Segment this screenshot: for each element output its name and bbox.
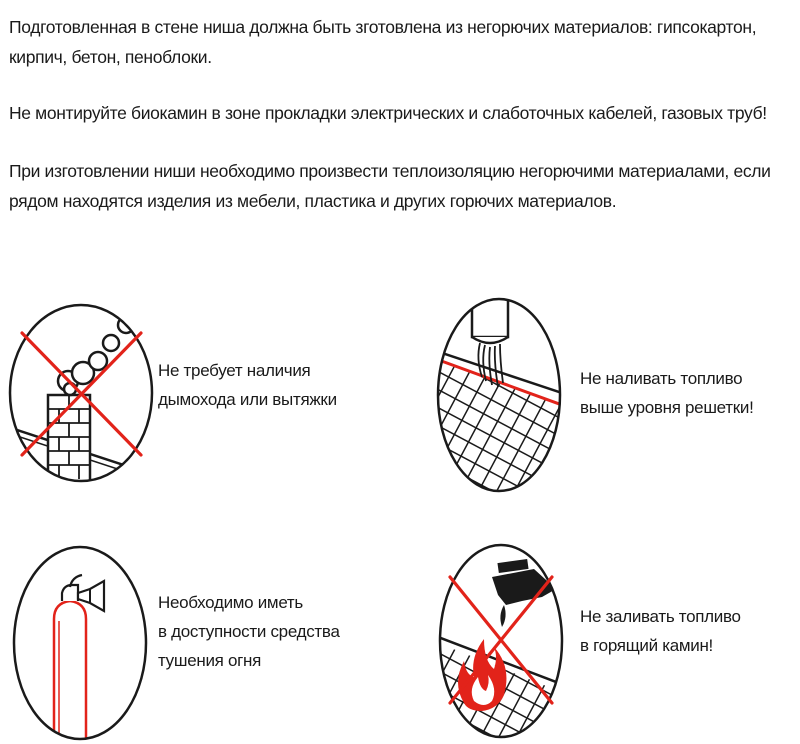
fuel-level-icon xyxy=(436,297,562,493)
caption-no-chimney: Не требует наличия дымохода или вытяжки xyxy=(158,361,337,409)
no-refuel-burning-icon xyxy=(438,543,564,739)
intro-paragraph-materials xyxy=(9,12,794,72)
caption-no-refuel: Не заливать топливо в горящий камин! xyxy=(580,607,741,655)
insulation-paragraph xyxy=(9,156,794,216)
caption-extinguisher: Необходимо иметь в доступности средства тушения огня xyxy=(158,593,340,670)
warning-paragraph-cables xyxy=(9,98,794,128)
paragraph-line: Подготовленная в стене ниша должна быть зготовлена из негорючих материалов: гипсокартон, xyxy=(9,17,757,37)
paragraph-line: кирпич, бетон, пеноблоки. xyxy=(9,47,212,67)
fire-extinguisher-icon xyxy=(12,545,148,741)
paragraph-line: При изготовлении ниши необходимо произвести теплоизоляцию негорючими материалами, если xyxy=(9,161,771,181)
paragraph-line: Не монтируйте биокамин в зоне прокладки электрических и слаботочных кабелей, газовых труб! xyxy=(9,103,767,123)
no-chimney-icon xyxy=(8,303,154,483)
caption-fuel-level: Не наливать топливо выше уровня решетки! xyxy=(580,369,754,417)
paragraph-line: рядом находятся изделия из мебели, пластика и других горючих материалов. xyxy=(9,191,617,211)
